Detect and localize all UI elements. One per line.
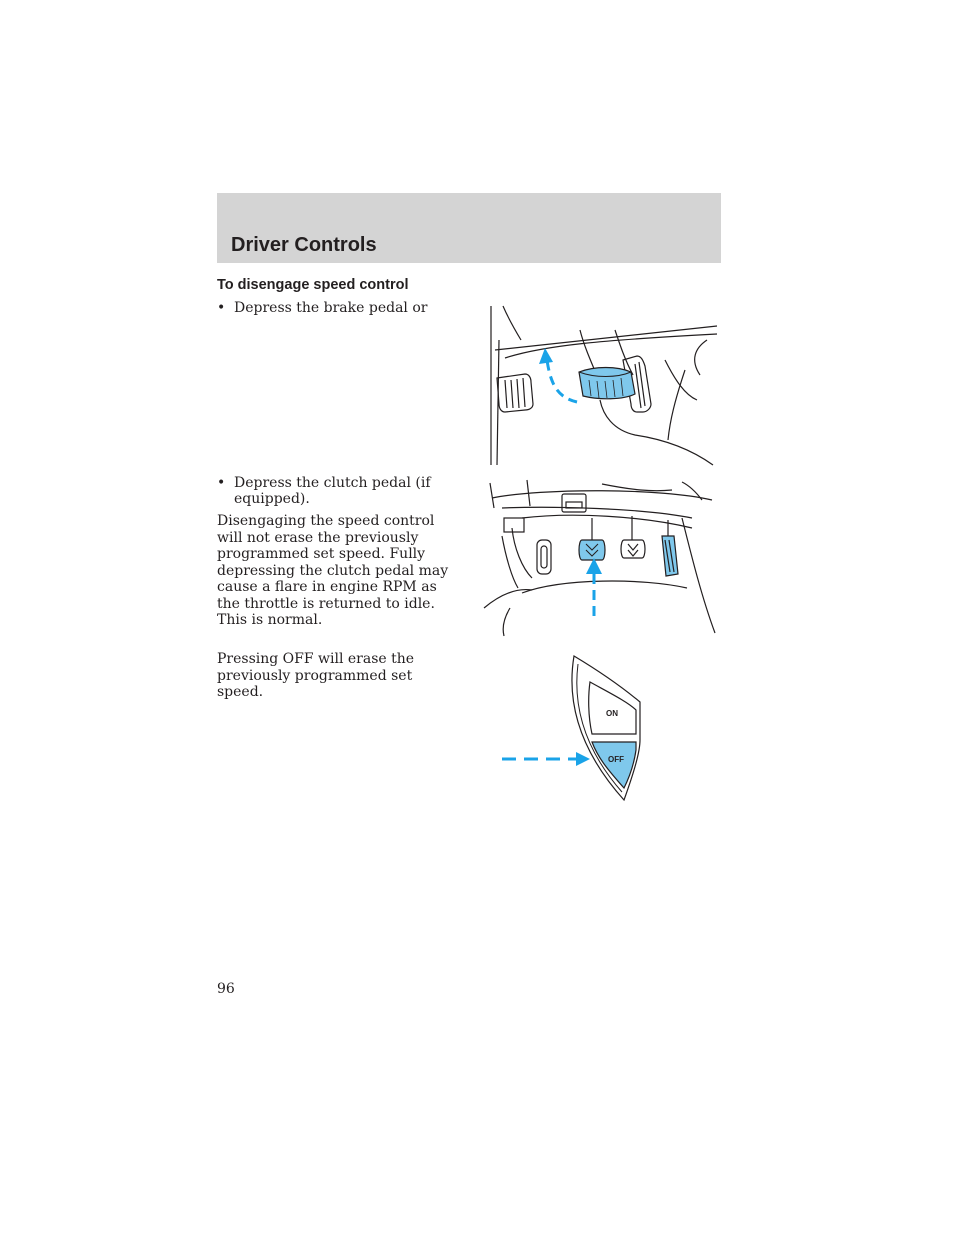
paragraph-off: Pressing OFF will erase the previously programmed set speed. [217,651,415,700]
page-number: 96 [217,981,235,997]
header-band [217,193,721,263]
bullet-dot: • [217,300,226,316]
arrow-up-icon [547,360,577,402]
arrowhead-icon [539,348,553,364]
section-heading: To disengage speed control [217,277,409,293]
page-title: Driver Controls [231,234,377,256]
brake-pedal-illustration [485,300,721,468]
off-label: OFF [608,755,624,764]
speed-control-switch-illustration [498,652,644,804]
bullet-brake-text: Depress the brake pedal or [234,300,428,316]
bullet-clutch [217,475,457,507]
arrowhead-icon [576,752,590,766]
bullet-clutch-text: Depress the clutch pedal (if equipped). [234,475,431,507]
brake-pedal-highlight [579,368,635,399]
bullet-brake [217,300,457,316]
clutch-pedal-illustration [482,478,720,638]
on-label: ON [606,709,618,718]
clutch-pedal-highlight [579,518,605,560]
paragraph-disengaging: Disengaging the speed control will not erase the previously programmed set speed. Fully depressing the clutch pedal may cause a flare in engine RPM as the throttle is returned to idle. This is normal. [217,513,449,628]
bullet-dot: • [217,475,226,491]
